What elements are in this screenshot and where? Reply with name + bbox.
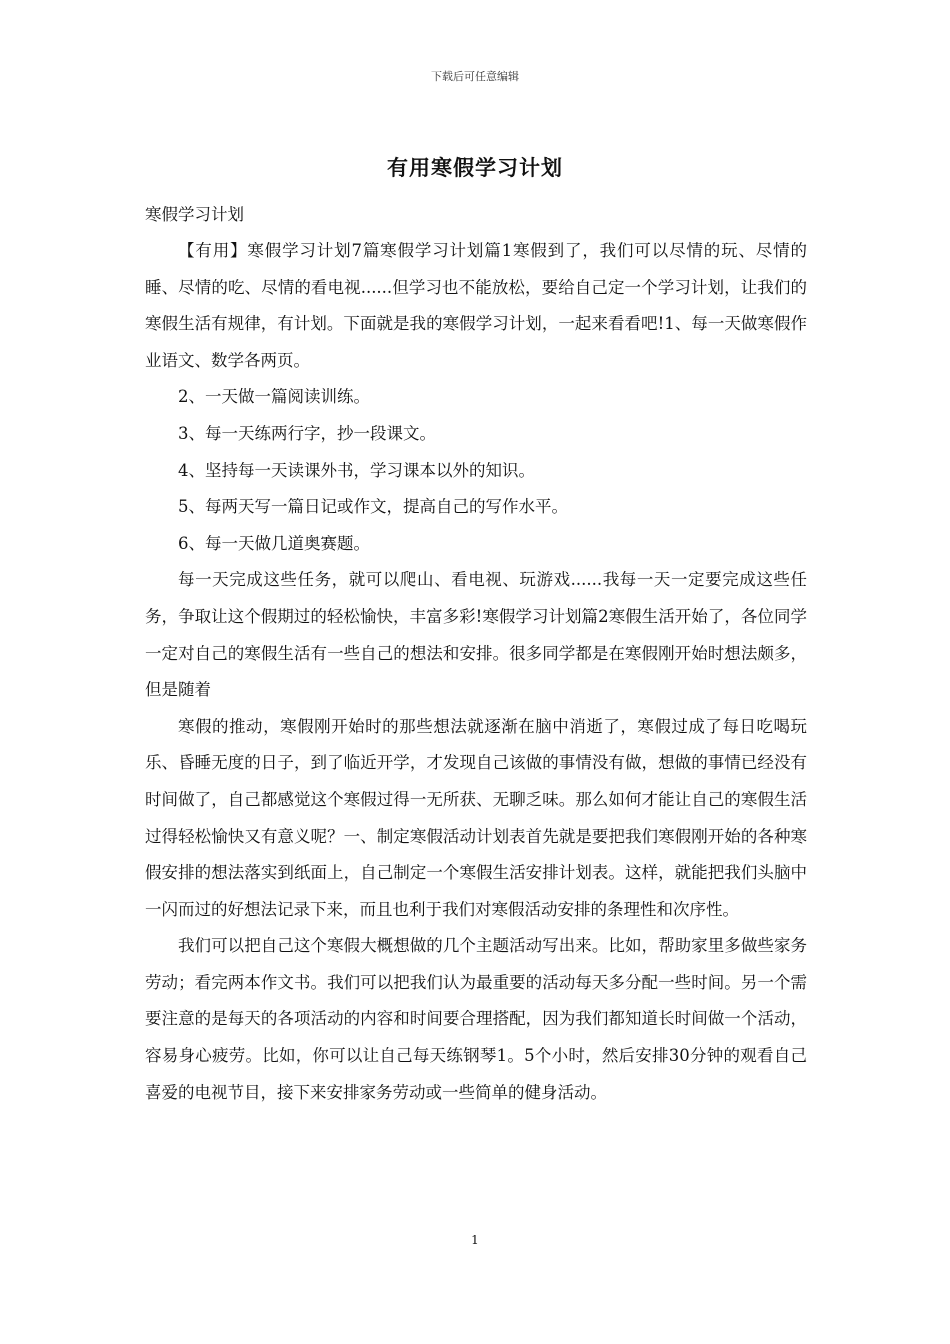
paragraph: 3、每一天练两行字，抄一段课文。 bbox=[178, 423, 436, 443]
document-subtitle: 寒假学习计划 bbox=[145, 205, 244, 224]
paragraph: 6、每一天做几道奥赛题。 bbox=[178, 533, 370, 553]
header-note: 下载后可任意编辑 bbox=[431, 70, 519, 83]
paragraph: 【有用】寒假学习计划7篇寒假学习计划篇1寒假到了，我们可以尽情的玩、尽情的睡、尽情的吃、尽情的看电视......但学习也不能放松，要给自己定一个学习计划，让我们的寒假生活有规律，有计划。下面就是我的寒假学习计划，一起来看看吧!1、每一天做寒假作业语文、数学各两页。 bbox=[145, 241, 807, 370]
paragraph: 4、坚持每一天读课外书，学习课本以外的知识。 bbox=[178, 460, 535, 480]
page-number: 1 bbox=[471, 1233, 479, 1247]
document-title: 有用寒假学习计划 bbox=[387, 155, 563, 180]
paragraph: 寒假的推动，寒假刚开始时的那些想法就逐渐在脑中消逝了，寒假过成了每日吃喝玩乐、昏睡无度的日子，到了临近开学，才发现自己该做的事情没有做，想做的事情已经没有时间做了，自己都感觉这个寒假过得一无所获、无聊乏味。那么如何才能让自己的寒假生活过得轻松愉快又有意义呢？一、制定寒假活动计划表首先就是要把我们寒假刚开始的各种寒假安排的想法落实到纸面上，自己制定一个寒假生活安排计划表。这样，就能把我们头脑中一闪而过的好想法记录下来，而且也利于我们对寒假活动安排的条理性和次序性。 bbox=[145, 716, 807, 919]
document-body bbox=[145, 233, 807, 1111]
paragraph: 5、每两天写一篇日记或作文，提高自己的写作水平。 bbox=[178, 497, 568, 517]
paragraph: 每一天完成这些任务，就可以爬山、看电视、玩游戏......我每一天一定要完成这些任务，争取让这个假期过的轻松愉快，丰富多彩!寒假学习计划篇2寒假生活开始了，各位同学一定对自己的寒假生活有一些自己的想法和安排。很多同学都是在寒假刚开始时想法颇多，但是随着 bbox=[145, 570, 807, 700]
paragraph: 2、一天做一篇阅读训练。 bbox=[178, 387, 370, 407]
paragraph: 我们可以把自己这个寒假大概想做的几个主题活动写出来。比如，帮助家里多做些家务劳动；看完两本作文书。我们可以把我们认为最重要的活动每天多分配一些时间。另一个需要注意的是每天的各项活动的内容和时间要合理搭配，因为我们都知道长时间做一个活动，容易身心疲劳。比如，你可以让自己每天练钢琴1。5个小时，然后安排30分钟的观看自己喜爱的电视节目，接下来安排家务劳动或一些简单的健身活动。 bbox=[145, 936, 807, 1102]
